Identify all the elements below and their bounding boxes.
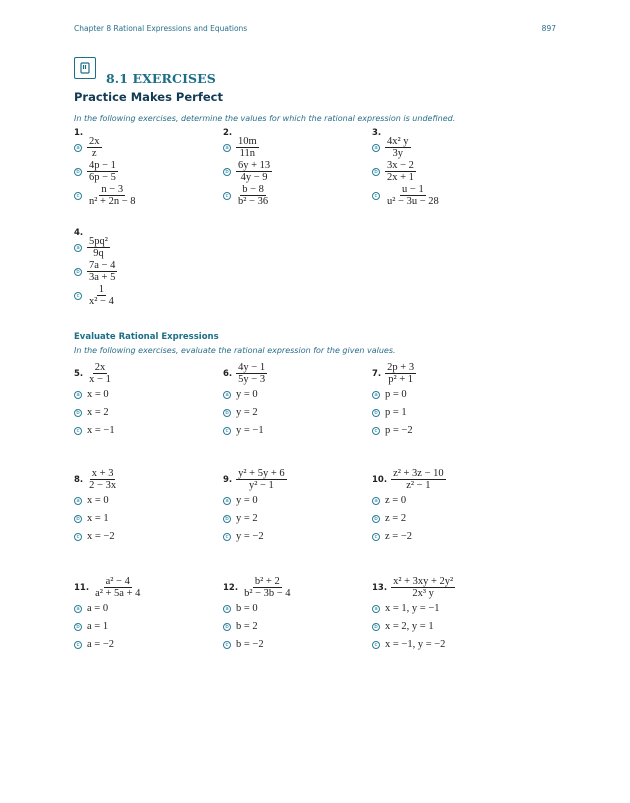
problem-item: [372, 639, 445, 650]
problem-number: 2.: [223, 128, 233, 138]
problem-number: 13.: [372, 582, 388, 593]
evaluation-value: z = 0: [385, 495, 407, 506]
problem-item: [372, 495, 406, 506]
problem-number: 9.: [223, 474, 233, 485]
problem-number: 10.: [372, 474, 388, 485]
expr-fraction: [87, 160, 118, 183]
item-label-b-icon: b: [372, 623, 380, 631]
evaluate-heading: Evaluate Rational Expressions: [74, 332, 219, 342]
problem-item: [74, 407, 109, 418]
expr-numerator: 6y + 13: [238, 160, 271, 171]
problem-item: [74, 639, 114, 650]
evaluation-value: z = −2: [385, 531, 413, 542]
evaluation-value: z = 2: [385, 513, 407, 524]
expr-denominator: z: [91, 148, 97, 159]
evaluation-value: x = −1: [87, 425, 115, 436]
item-label-c-icon: c: [372, 427, 380, 435]
expr-numerator: b − 8: [242, 184, 264, 195]
evaluation-value: x = −2: [87, 531, 115, 542]
evaluation-value: y = 2: [236, 513, 258, 524]
expr-numerator: 4x² y: [387, 136, 409, 147]
evaluation-value: b = 0: [236, 603, 258, 614]
expr-fraction: [391, 576, 455, 599]
problem-item: [372, 407, 407, 418]
expr-numerator: u − 1: [402, 184, 424, 195]
problem-expression: [223, 576, 293, 599]
item-label-c-icon: c: [372, 641, 380, 649]
expr-denominator: 2 − 3x: [89, 480, 117, 491]
expr-fraction: [93, 576, 142, 599]
item-label-a-icon: a: [74, 497, 82, 505]
item-label-a-icon: a: [372, 144, 380, 152]
expr-denominator: 6p − 5: [89, 172, 116, 183]
expr-denominator: x² − 4: [89, 296, 114, 307]
expr-fraction: [87, 284, 116, 307]
expr-denominator: 5y − 3: [238, 374, 266, 385]
expr-fraction: [87, 260, 117, 283]
expr-denominator: z² − 1: [406, 480, 431, 491]
expr-denominator: b² − 36: [238, 196, 269, 207]
problem-item: [74, 389, 109, 400]
expr-denominator: 3a + 5: [89, 272, 116, 283]
problem-expression: [223, 468, 287, 491]
problem-number: 12.: [223, 582, 239, 593]
expr-numerator: 10m: [238, 136, 257, 147]
problem-number: 5.: [74, 368, 84, 379]
item-label-b-icon: b: [223, 623, 231, 631]
evaluation-value: p = 1: [385, 407, 407, 418]
problem-number: 4.: [74, 228, 84, 238]
expr-fraction: [391, 468, 446, 491]
item-label-c-icon: c: [74, 641, 82, 649]
expr-denominator: 2x + 1: [387, 172, 414, 183]
evaluation-value: a = −2: [87, 639, 115, 650]
expr-numerator: 4p − 1: [89, 160, 116, 171]
expr-numerator: 2x: [89, 136, 100, 147]
expr-fraction: [87, 184, 138, 207]
problem-item: [372, 531, 412, 542]
evaluation-value: x = 1: [87, 513, 109, 524]
item-label-a-icon: a: [372, 391, 380, 399]
problem-item: [223, 184, 270, 207]
expr-fraction: [236, 160, 272, 183]
item-label-a-icon: a: [372, 605, 380, 613]
problem-item: [372, 603, 440, 614]
expr-fraction: [236, 184, 270, 207]
expr-denominator: p² + 1: [388, 374, 414, 385]
problem-number: 7.: [372, 368, 382, 379]
problem-number: 3.: [372, 128, 382, 138]
problem-number: 6.: [223, 368, 233, 379]
problem-expression: [223, 362, 267, 385]
item-label-c-icon: c: [74, 427, 82, 435]
expr-fraction: [236, 362, 267, 385]
item-label-c-icon: c: [223, 641, 231, 649]
evaluation-value: y = 2: [236, 407, 258, 418]
problem-item: [372, 160, 416, 183]
problem-item: [223, 389, 258, 400]
expr-denominator: 11n: [239, 148, 256, 159]
item-label-c-icon: c: [74, 192, 82, 200]
problem-expression: [372, 362, 416, 385]
page-header: [74, 24, 556, 36]
item-label-c-icon: c: [223, 533, 231, 541]
expr-numerator: a² − 4: [105, 576, 130, 587]
evaluation-value: b = 2: [236, 621, 258, 632]
problem-expression: [372, 576, 455, 599]
item-label-a-icon: a: [223, 497, 231, 505]
evaluation-value: p = −2: [385, 425, 413, 436]
problem-item: [74, 495, 109, 506]
problem-item: [74, 603, 108, 614]
problem-number: 8.: [74, 474, 84, 485]
item-label-a-icon: a: [74, 391, 82, 399]
expr-numerator: b² + 2: [254, 576, 280, 587]
item-label-b-icon: b: [223, 168, 231, 176]
expr-fraction: [236, 136, 259, 159]
evaluation-value: a = 1: [87, 621, 109, 632]
problem-item: [223, 531, 264, 542]
item-label-b-icon: b: [74, 515, 82, 523]
problem-item: [74, 184, 138, 207]
problem-item: [74, 136, 102, 159]
item-label-a-icon: a: [372, 497, 380, 505]
problem-item: [372, 136, 411, 159]
problem-item: [223, 603, 258, 614]
problem-item: [223, 513, 258, 524]
expr-denominator: b² − 3b − 4: [244, 588, 291, 599]
item-label-a-icon: a: [223, 605, 231, 613]
expr-numerator: x + 3: [91, 468, 114, 479]
expr-numerator: y² + 5y + 6: [238, 468, 285, 479]
expr-fraction: [87, 136, 102, 159]
expr-fraction: [385, 362, 416, 385]
expr-denominator: n² + 2n − 8: [89, 196, 136, 207]
problem-item: [223, 407, 258, 418]
problem-item: [74, 531, 115, 542]
item-label-a-icon: a: [223, 144, 231, 152]
problem-item: [223, 639, 264, 650]
expr-numerator: 4y − 1: [238, 362, 266, 373]
item-label-b-icon: b: [372, 409, 380, 417]
problem-expression: [74, 362, 113, 385]
expr-numerator: 5pq²: [89, 236, 108, 247]
expr-numerator: x² + 3xy + 2y²: [393, 576, 454, 587]
evaluation-value: x = 1, y = −1: [385, 603, 440, 614]
evaluation-value: y = −1: [236, 425, 264, 436]
item-label-a-icon: a: [74, 144, 82, 152]
expr-fraction: [385, 184, 441, 207]
problem-item: [223, 495, 258, 506]
problem-expression: [372, 468, 446, 491]
problem-item: [223, 621, 258, 632]
problem-item: [372, 513, 406, 524]
problem-item: [372, 621, 434, 632]
expr-fraction: [236, 468, 287, 491]
expr-denominator: 9q: [93, 248, 104, 259]
expr-numerator: z² + 3z − 10: [393, 468, 444, 479]
exercises-badge: [74, 57, 96, 79]
expr-denominator: 2x³ y: [412, 588, 434, 599]
item-label-c-icon: c: [372, 533, 380, 541]
expr-denominator: 3y: [392, 148, 404, 159]
item-label-c-icon: c: [74, 533, 82, 541]
item-label-b-icon: b: [74, 623, 82, 631]
evaluation-value: b = −2: [236, 639, 264, 650]
item-label-b-icon: b: [372, 515, 380, 523]
instruction-part2: In the following exercises, evaluate the rational expression for the given values.: [74, 346, 396, 355]
section-title: 8.1 EXERCISES: [106, 71, 216, 86]
problem-item: [74, 160, 118, 183]
expr-denominator: u² − 3u − 28: [387, 196, 439, 207]
expr-fraction: [385, 160, 416, 183]
item-label-c-icon: c: [74, 292, 82, 300]
item-label-b-icon: b: [223, 515, 231, 523]
problem-item: [74, 513, 109, 524]
problem-expression: [74, 468, 118, 491]
problem-expression: [74, 576, 142, 599]
expr-fraction: [87, 468, 118, 491]
page-number: 897: [541, 24, 556, 33]
expr-numerator: 3x − 2: [387, 160, 414, 171]
expr-fraction: [87, 362, 113, 385]
expr-numerator: 2x: [94, 362, 106, 373]
expr-denominator: x − 1: [89, 374, 111, 385]
expr-denominator: 4y − 9: [240, 172, 268, 183]
evaluation-value: y = 0: [236, 389, 258, 400]
expr-numerator: 2p + 3: [387, 362, 415, 373]
evaluation-value: x = 2: [87, 407, 109, 418]
instruction-part1: In the following exercises, determine the values for which the rational expression is undefined.: [74, 114, 456, 123]
expr-numerator: 1: [98, 284, 105, 295]
problem-number: 1.: [74, 128, 84, 138]
problem-item: [74, 284, 116, 307]
evaluation-value: y = −2: [236, 531, 264, 542]
problem-item: [223, 160, 272, 183]
evaluation-value: x = 2, y = 1: [385, 621, 434, 632]
expr-fraction: [385, 136, 411, 159]
evaluation-value: y = 0: [236, 495, 258, 506]
problem-number: 11.: [74, 582, 90, 593]
evaluation-value: a = 0: [87, 603, 109, 614]
problem-item: [223, 425, 264, 436]
expr-denominator: a² + 5a + 4: [95, 588, 141, 599]
problem-item: [372, 389, 407, 400]
item-label-c-icon: c: [223, 427, 231, 435]
problem-item: [372, 184, 441, 207]
expr-fraction: [242, 576, 293, 599]
chapter-title: Chapter 8 Rational Expressions and Equations: [74, 24, 248, 33]
section-subtitle: Practice Makes Perfect: [74, 90, 223, 104]
evaluation-value: x = 0: [87, 495, 109, 506]
item-label-a-icon: a: [74, 605, 82, 613]
problem-item: [223, 136, 259, 159]
expr-numerator: n − 3: [101, 184, 124, 195]
item-label-b-icon: b: [74, 409, 82, 417]
item-label-b-icon: b: [74, 168, 82, 176]
problem-item: [74, 260, 117, 283]
problem-item: [74, 425, 115, 436]
expr-fraction: [87, 236, 110, 259]
problem-item: [74, 621, 108, 632]
problem-item: [372, 425, 413, 436]
item-label-c-icon: c: [223, 192, 231, 200]
item-label-c-icon: c: [372, 192, 380, 200]
item-label-a-icon: a: [223, 391, 231, 399]
evaluation-value: x = −1, y = −2: [385, 639, 446, 650]
evaluation-value: x = 0: [87, 389, 109, 400]
item-label-b-icon: b: [74, 268, 82, 276]
expr-numerator: 7a − 4: [89, 260, 116, 271]
item-label-a-icon: a: [74, 244, 82, 252]
notebook-icon: [80, 62, 90, 74]
item-label-b-icon: b: [223, 409, 231, 417]
evaluation-value: p = 0: [385, 389, 407, 400]
item-label-b-icon: b: [372, 168, 380, 176]
problem-item: [74, 236, 110, 259]
expr-denominator: y² − 1: [248, 480, 274, 491]
